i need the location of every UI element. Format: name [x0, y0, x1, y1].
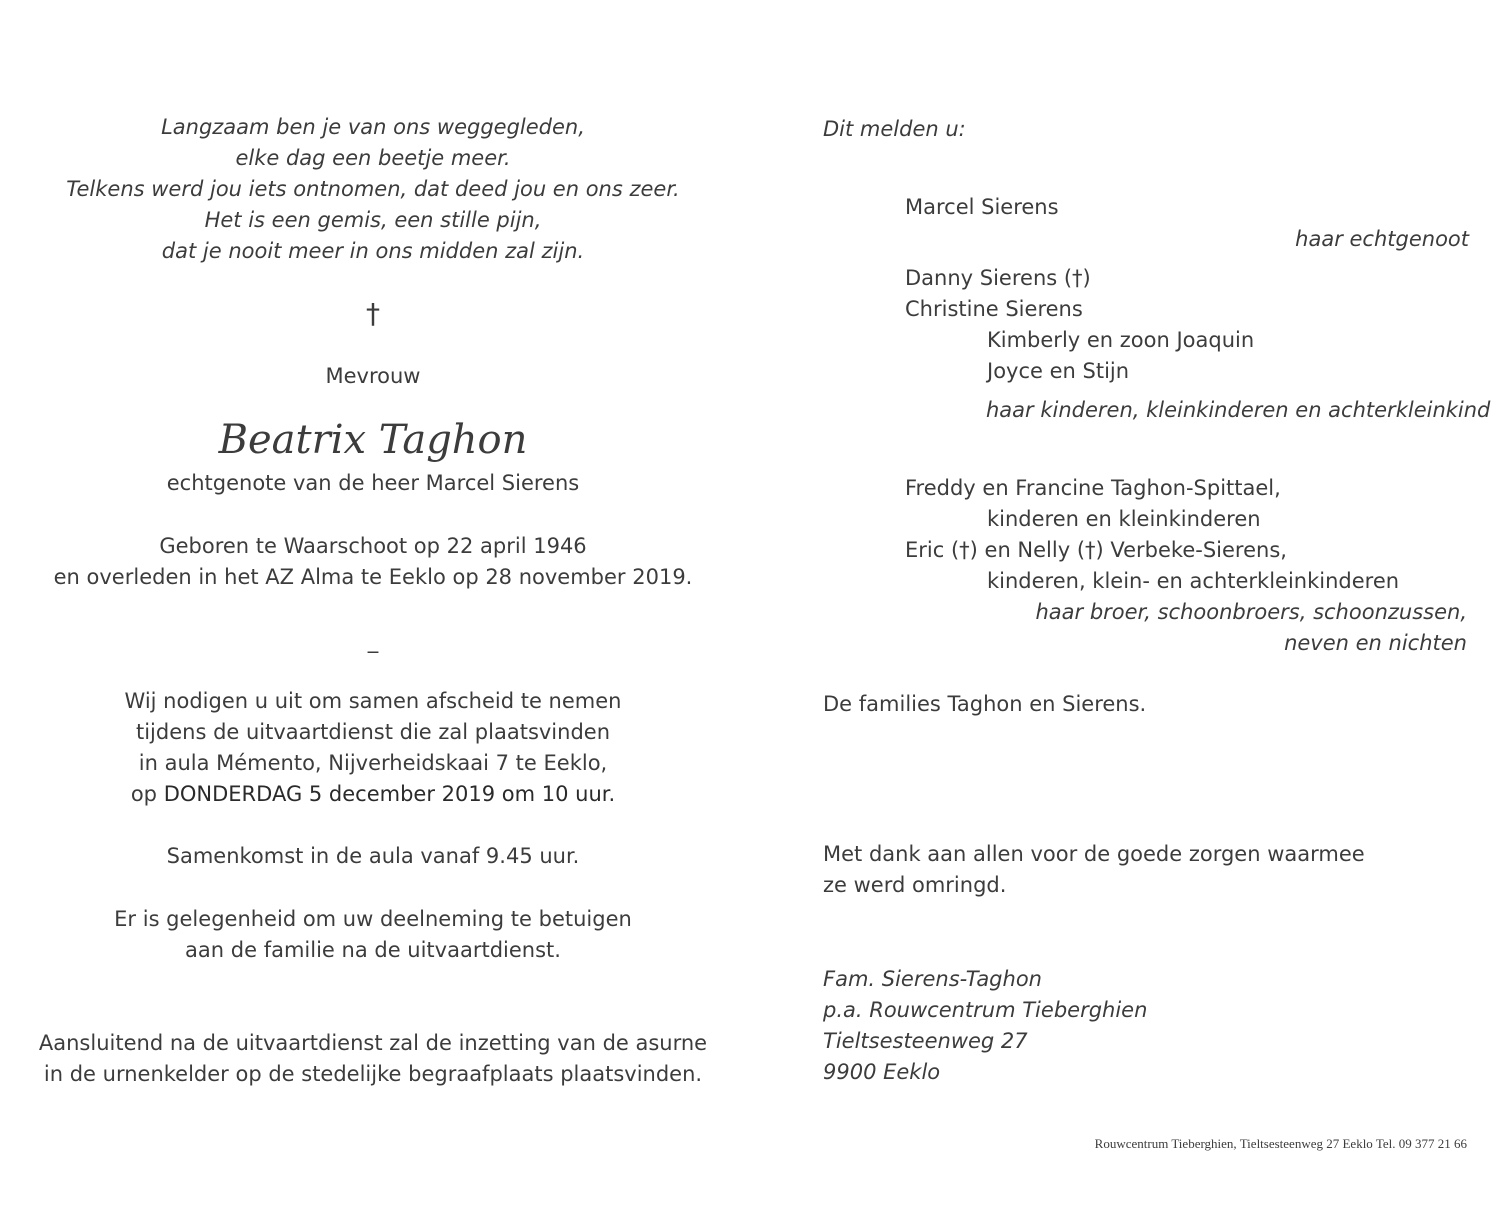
gathering-line: Samenkomst in de aula vanaf 9.45 uur. [166, 844, 580, 868]
families-line: De families Taghon en Sierens. [823, 692, 1147, 716]
urn-line: Aansluitend na de uitvaartdienst zal de inzetting van de asurne [38, 1031, 708, 1055]
address-line: Fam. Sierens-Taghon [823, 967, 1042, 991]
thanks-line: ze werd omringd. [823, 873, 1007, 897]
invitation-line: in aula Mémento, Nijverheidskaai 7 te Eeklo, [138, 751, 608, 775]
sibling-descendants: kinderen en kleinkinderen [987, 507, 1261, 531]
grandchild-name: Kimberly en zoon Joaquin [987, 328, 1255, 352]
address-line: Tieltsesteenweg 27 [823, 1029, 1028, 1053]
siblings-role: neven en nichten [1284, 631, 1467, 655]
child-name: Christine Sierens [905, 297, 1083, 321]
condolence-line: aan de familie na de uitvaartdienst. [185, 938, 561, 962]
service-date: DONDERDAG 5 december 2019 om 10 uur. [163, 782, 616, 806]
address-line: 9900 Eeklo [823, 1060, 941, 1084]
poem-line: Langzaam ben je van ons weggegleden, [161, 115, 585, 139]
invitation-line: tijdens de uitvaartdienst die zal plaatsvinden [135, 720, 611, 744]
invitation-line: Wij nodigen u uit om samen afscheid te nemen [124, 689, 622, 713]
announce-line: Dit melden u: [823, 117, 966, 141]
divider: _ [367, 629, 379, 653]
poem-line: elke dag een beetje meer. [235, 146, 511, 170]
spouse-role: haar echtgenoot [1295, 227, 1469, 251]
title-prefix: Mevrouw [325, 364, 421, 388]
funeral-home-footer: Rouwcentrum Tieberghien, Tieltsesteenweg 27 Eeklo Tel. 09 377 21 66 [1094, 1136, 1467, 1151]
poem-line: Het is een gemis, een stille pijn, [204, 208, 542, 232]
sibling-name: Eric (†) en Nelly (†) Verbeke-Sierens, [905, 538, 1287, 562]
service-prefix: op [130, 782, 158, 806]
sibling-name: Freddy en Francine Taghon-Spittael, [905, 476, 1281, 500]
sibling-descendants: kinderen, klein- en achterkleinkinderen [987, 569, 1400, 593]
children-role: haar kinderen, kleinkinderen en achterkleinkind [986, 398, 1491, 422]
condolence-line: Er is gelegenheid om uw deelneming te betuigen [114, 907, 632, 931]
cross-symbol: † [366, 297, 380, 330]
deceased-name: Beatrix Taghon [218, 417, 528, 463]
left-column [0, 0, 746, 1214]
address-line: p.a. Rouwcentrum Tieberghien [823, 998, 1148, 1022]
poem-line: Telkens werd jou iets ontnomen, dat deed jou en ons zeer. [66, 177, 680, 201]
death-line: en overleden in het AZ Alma te Eeklo op 28 november 2019. [53, 565, 693, 589]
spouse-name: Marcel Sierens [905, 195, 1059, 219]
thanks-line: Met dank aan allen voor de goede zorgen waarmee [823, 842, 1365, 866]
service-line [0, 779, 746, 810]
birth-line: Geboren te Waarschoot op 22 april 1946 [159, 534, 587, 558]
spouse-line: echtgenote van de heer Marcel Sierens [166, 471, 580, 495]
urn-line: in de urnenkelder op de stedelijke begraafplaats plaatsvinden. [43, 1062, 703, 1086]
siblings-role: haar broer, schoonbroers, schoonzussen, [1035, 600, 1467, 624]
child-name: Danny Sierens (†) [905, 266, 1091, 290]
poem-line: dat je nooit meer in ons midden zal zijn. [161, 239, 585, 263]
grandchild-name: Joyce en Stijn [987, 359, 1130, 383]
